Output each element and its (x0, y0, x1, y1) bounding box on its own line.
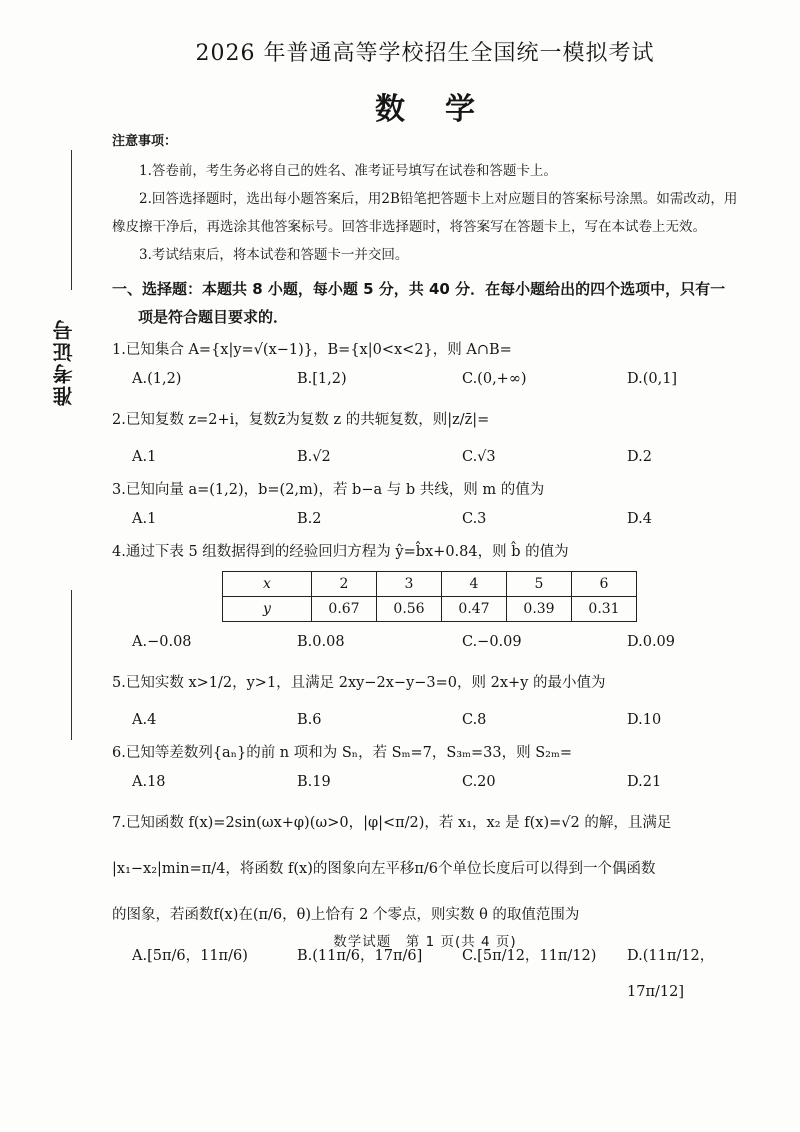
option-row (112, 365, 742, 393)
table-cell: 4 (442, 572, 507, 597)
option-b: B.(11π/6，17π/6] (297, 948, 423, 964)
table-header-cell: y (223, 597, 312, 622)
notes-heading: 注意事项： (112, 134, 178, 149)
option-row (112, 628, 742, 656)
option-d: D.(0,1] (627, 371, 678, 387)
subject-title: 数学 (375, 92, 515, 127)
option-d: D.(11π/12，17π/12] (627, 948, 715, 1000)
question-text: 4.通过下表 5 组数据得到的经验回归方程为 ŷ=b̂x+0.84，则 b̂ 的值为 (112, 544, 569, 560)
option-c: C.3 (462, 511, 487, 527)
option-d: D.10 (627, 712, 662, 728)
option-a: A.18 (132, 774, 166, 790)
note-item: 3.考试结束后，将本试卷和答题卡一并交回。 (139, 247, 409, 263)
option-a: A.4 (132, 712, 157, 728)
option-c: C.8 (462, 712, 487, 728)
option-d: D.4 (627, 511, 652, 527)
exam-content (112, 126, 742, 1010)
option-b: B.√2 (297, 449, 331, 465)
data-table (222, 571, 637, 622)
question-3 (112, 475, 742, 533)
table-cell: 2 (312, 572, 377, 597)
option-a: A.1 (132, 511, 157, 527)
option-c: C.√3 (462, 449, 496, 465)
option-b: B.[1,2) (297, 371, 347, 387)
question-6 (112, 738, 742, 796)
table-cell: 0.39 (507, 597, 572, 622)
option-c: C.[5π/12，11π/12) (462, 948, 597, 964)
option-c: C.(0,+∞) (462, 371, 527, 387)
note-item: 2.回答选择题时，选出每小题答案后，用2B铅笔把答题卡上对应题目的答案标号涂黑。如需改动，用橡皮擦干净后，再选涂其他答案标号。回答非选择题时，将答案写在答题卡上，写在本试卷上无效。 (112, 191, 738, 235)
table-cell: 6 (572, 572, 637, 597)
exam-title: 2026 年普通高等学校招生全国统一模拟考试 (195, 41, 655, 66)
table-row (223, 572, 637, 597)
table-cell: 3 (377, 572, 442, 597)
option-a: A.−0.08 (132, 634, 192, 650)
option-a: A.1 (132, 449, 157, 465)
option-c: C.20 (462, 774, 496, 790)
question-text: 3.已知向量 a=(1,2)，b=(2,m)，若 b−a 与 b 共线，则 m 的值为 (112, 482, 545, 498)
option-c: C.−0.09 (462, 634, 522, 650)
question-text: 2.已知复数 z=2+i，复数z̄为复数 z 的共轭复数，则|z/z̄|= (112, 412, 490, 428)
question-text: 5.已知实数 x>1/2，y>1，且满足 2xy−2x−y−3=0，则 2x+y 的最小值为 (112, 675, 606, 691)
option-b: B.19 (297, 774, 331, 790)
table-cell: 0.31 (572, 597, 637, 622)
table-cell: 0.56 (377, 597, 442, 622)
table-row (223, 597, 637, 622)
note-item: 1.答卷前，考生务必将自己的姓名、准考证号填写在试卷和答题卡上。 (139, 163, 557, 179)
question-4 (112, 537, 742, 656)
question-5 (112, 660, 742, 734)
option-b: B.0.08 (297, 634, 345, 650)
question-text: 1.已知集合 A={x|y=√(x−1)}，B={x|0<x<2}，则 A∩B= (112, 342, 512, 358)
left-margin (0, 0, 110, 1132)
binding-line-middle (71, 590, 72, 740)
question-text-line: 7.已知函数 f(x)=2sin(ωx+φ)(ω>0，|φ|<π/2)，若 x₁，x₂ 是 f(x)=√2 的解，且满足 (112, 815, 672, 831)
question-7 (112, 800, 742, 1010)
binding-line-top (71, 150, 72, 290)
table-cell: 0.67 (312, 597, 377, 622)
table-cell: 0.47 (442, 597, 507, 622)
page-footer: 数学试题 第 1 页(共 4 页) (333, 934, 517, 950)
option-d: D.0.09 (627, 634, 676, 650)
question-2 (112, 397, 742, 471)
option-d: D.2 (627, 449, 652, 465)
exam-id-label: 准考证号 (52, 318, 76, 406)
option-d: D.21 (627, 774, 662, 790)
section-heading (112, 275, 742, 331)
question-text-line: |x₁−x₂|min=π/4，将函数 f(x)的图象向左平移π/6个单位长度后可以得到一个偶函数 (112, 861, 656, 877)
option-b: B.6 (297, 712, 322, 728)
table-cell: 5 (507, 572, 572, 597)
option-a: A.[5π/6，11π/6) (132, 948, 248, 964)
option-a: A.(1,2) (132, 371, 182, 387)
section-heading-line1: 一、选择题：本题共 8 小题，每小题 5 分，共 40 分．在每小题给出的四个选项中，只有一 (112, 280, 726, 298)
question-1 (112, 335, 742, 393)
option-b: B.2 (297, 511, 322, 527)
section-heading-line2: 项是符合题目要求的． (138, 308, 289, 326)
option-row (112, 768, 742, 796)
option-row (112, 706, 742, 734)
table-header-cell: x (223, 572, 312, 597)
question-text: 6.已知等差数列{aₙ}的前 n 项和为 Sₙ，若 Sₘ=7，S₃ₘ=33，则 S₂ₘ= (112, 745, 573, 761)
option-row (112, 505, 742, 533)
question-text-line: 的图象，若函数f(x)在(π/6，θ)上恰有 2 个零点，则实数 θ 的取值范围为 (112, 907, 580, 923)
option-row (112, 443, 742, 471)
